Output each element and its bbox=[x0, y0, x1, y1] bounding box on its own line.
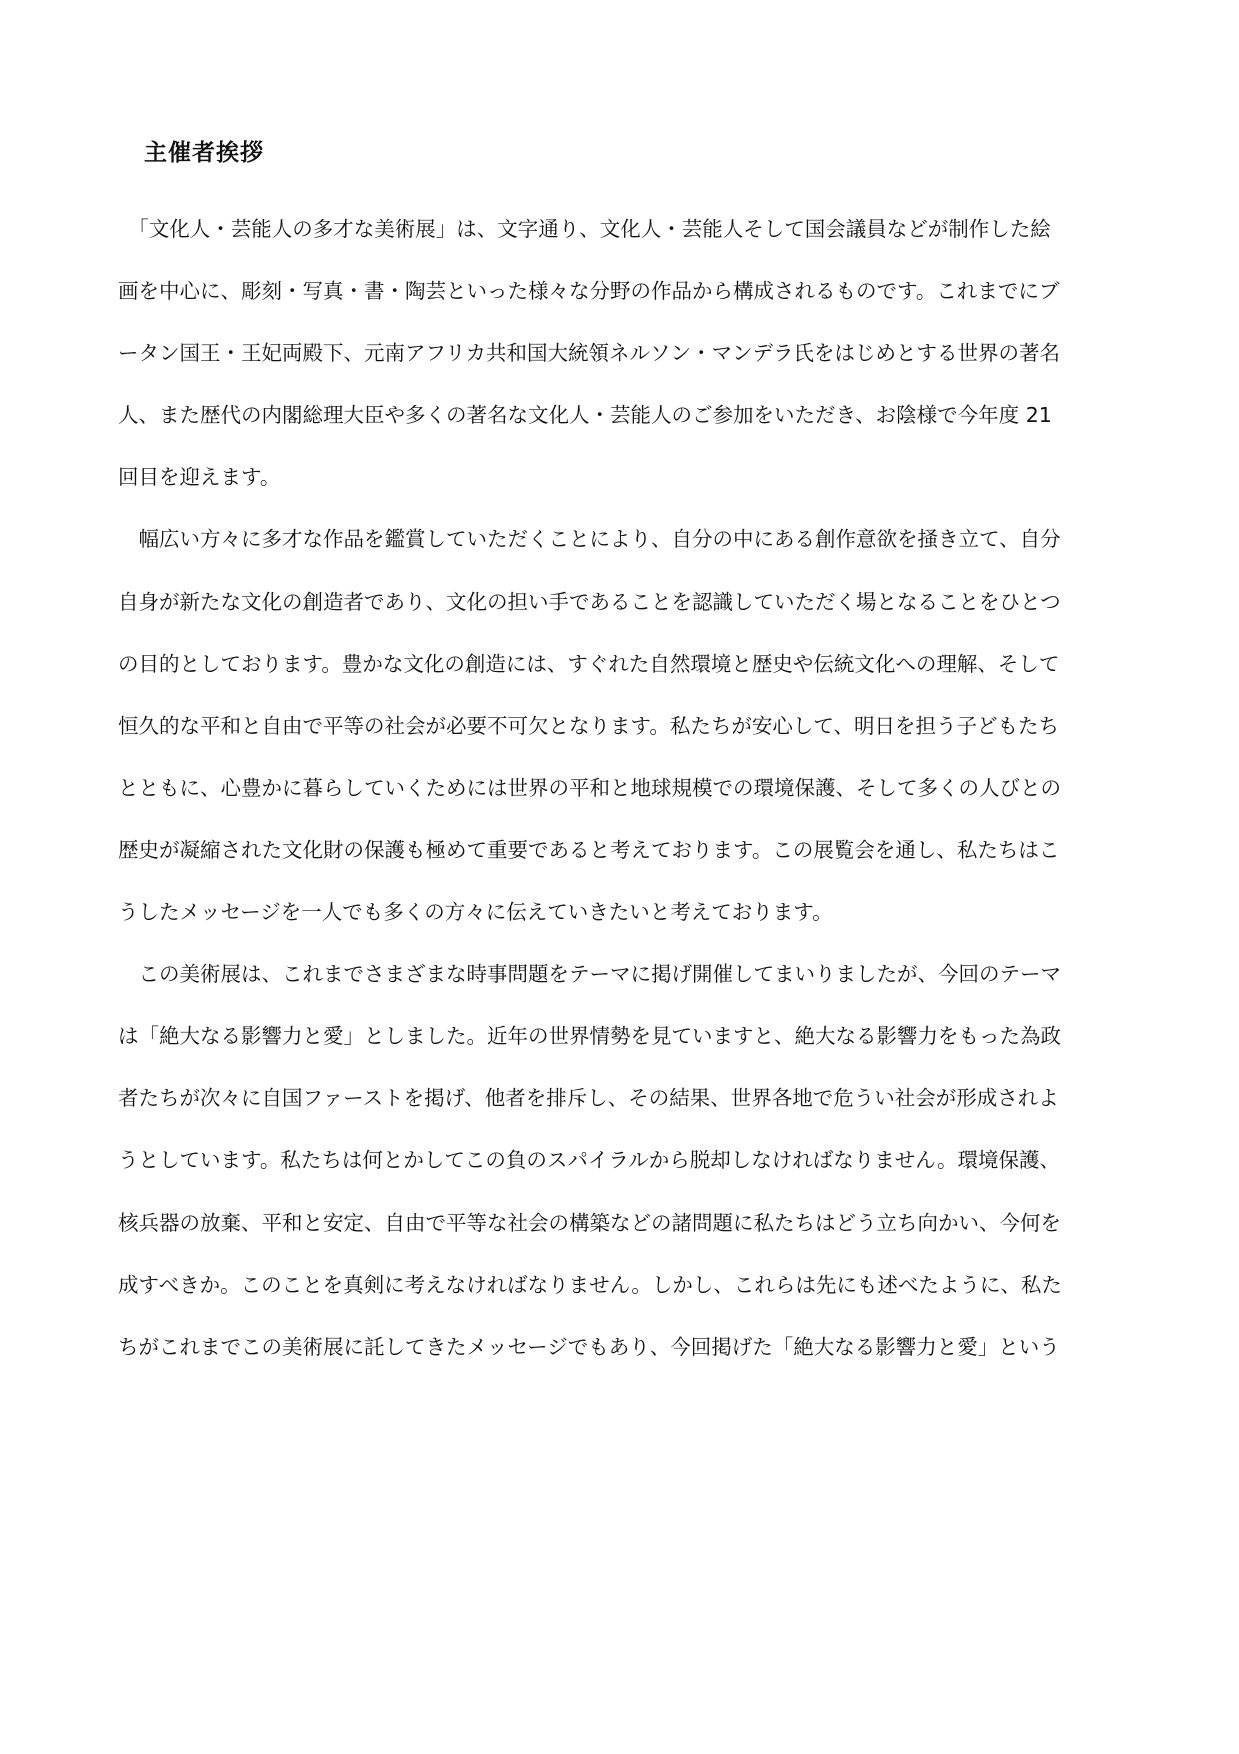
text-line: とともに、心豊かに暮らしていくためには世界の平和と地球規模での環境保護、そして多くの人びとの bbox=[118, 775, 1061, 800]
text-line: 人、また歴代の内閣総理大臣や多くの著名な文化人・芸能人のご参加をいただき、お陰様で今年度 21 bbox=[118, 403, 1052, 428]
text-line: 成すべきか。このことを真剣に考えなければなりません。しかし、これらは先にも述べたように、私た bbox=[118, 1272, 1062, 1297]
text-line: の目的としております。豊かな文化の創造には、すぐれた自然環境と歴史や伝統文化への理解、そして bbox=[118, 651, 1060, 676]
text-line: は「絶大なる影響力と愛」としました。近年の世界情勢を見ていますと、絶大なる影響力をもった為政 bbox=[118, 1024, 1061, 1049]
text-line: うとしています。私たちは何とかしてこの負のスパイラルから脱却しなければなりません。環境保護、 bbox=[118, 1148, 1060, 1173]
text-line: 「文化人・芸能人の多才な美術展」は、文字通り、文化人・芸能人そして国会議員などが制作した絵 bbox=[118, 217, 1051, 241]
text-line: 恒久的な平和と自由で平等の社会が必要不可欠となります。私たちが安心して、明日を担う子どもたち bbox=[118, 713, 1059, 738]
page-title: 主催者挨拶 bbox=[144, 140, 264, 166]
text-line: 歴史が凝縮された文化財の保護も極めて重要であると考えております。この展覧会を通し、私たちはこ bbox=[118, 837, 1060, 862]
text-line: 自身が新たな文化の創造者であり、文化の担い手であることを認識していただく場となることをひとつ bbox=[118, 589, 1061, 614]
text-line: うしたメッセージを一人でも多くの方々に伝えていきたいと考えております。 bbox=[118, 900, 833, 925]
text-line: 画を中心に、彫刻・写真・書・陶芸といった様々な分野の作品から構成されるものです。これまでにブ bbox=[118, 279, 1060, 304]
body-text bbox=[118, 214, 1128, 1394]
text-line: 幅広い方々に多才な作品を鑑賞していただくことにより、自分の中にある創作意欲を掻き立て、自分 bbox=[118, 527, 1061, 552]
text-line: ちがこれまでこの美術展に託してきたメッセージでもあり、今回掲げた「絶大なる影響力と愛」という bbox=[118, 1334, 1060, 1359]
text-line: 核兵器の放棄、平和と安定、自由で平等な社会の構築などの諸問題に私たちはどう立ち向かい、今何を bbox=[118, 1210, 1061, 1235]
text-line: この美術展は、これまでさまざまな時事問題をテーマに掲げ開催してまいりましたが、今回のテーマ bbox=[118, 962, 1061, 987]
text-line: ータン国王・王妃両殿下、元南アフリカ共和国大統領ネルソン・マンデラ氏をはじめとする世界の著名 bbox=[118, 341, 1060, 366]
text-line: 者たちが次々に自国ファーストを掲げ、他者を排斥し、その結果、世界各地で危うい社会が形成されよ bbox=[118, 1086, 1059, 1111]
text-line: 回目を迎えます。 bbox=[118, 465, 281, 490]
